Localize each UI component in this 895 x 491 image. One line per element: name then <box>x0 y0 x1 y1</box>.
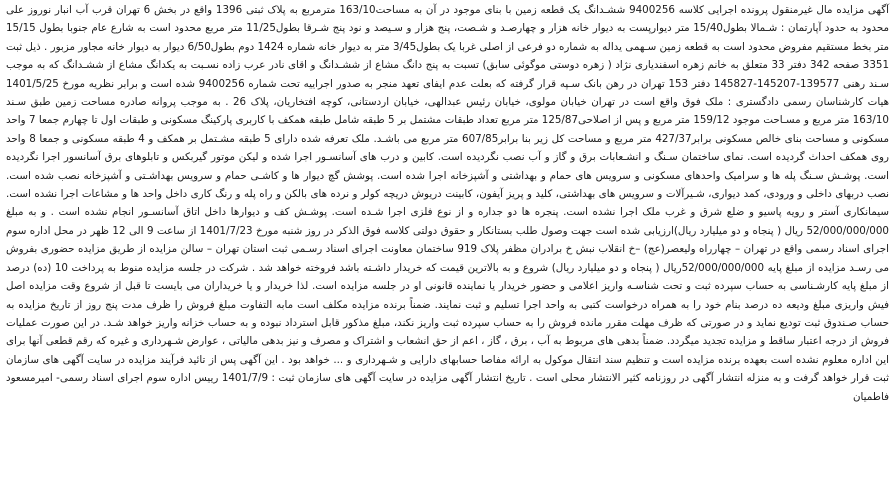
auction-notice-text: آگهی مزایده مال غیرمنقول پرونده اجرایی کلاسه 9400256 ششـدانگ یک قطعه زمین با بنای موجود در آن به مساحت163/10 مترمربع به پلاک ثبتی 1396 واقع در بخش 6 تهران قرب آب انبار نوروز علی محدود به حدود آپارتمان : شـمالا بطول15/40 متر دیوارپست به دیوار خانه هزار و چهارصـد و شـصت، پنج هزار و سـیصد و نود پنج شـرقا بطول11/25 متر مربع محدود است به شارع عام جنوبا بطول 15/15 متر بخط مستقیم مفروض محدود است به قطعه زمین سـهمی یداله به شماره دو فرعی از اصلی غربا یک بطول3/45 متر به دیوار خانه شماره 1424 دوم بطول6/50 دیوار به دیوار خانه مجاور مزبور . ذیل ثبت 3351 صفحه 342 دفتر 33 متعلق به خانم زهره اسفندیاری نژاد ( زهره دوستی موگوئی سابق) تسبت به پنج دانگ مشاع از ششـدانگ و اقای نادر عرب زاده نسـبت به یکدانگ مشاع از ششـدانگ که به موجب سـند رهنی 139577-145207-145827 دفتر 153 تهران در رهن بانک سـپه قرار گرفته که بعلت عدم ایفای تعهد منجر به صدور اجراییه تحت شماره 9400256 شده است و برابر نظریه مورخ 1401/5/25 هیات کارشناسان رسمی دادگستری : ملک فوق واقع است در تهران خیابان مولوی، خیابان رئیس عبدالهی، خیابان اردستانی، کوچه افتخاریان، پلاک 26 . به موجب پروانه صادره مساحت زمین طبق سـند 163/10 متر مربع و مسـاحت موجود 159/12 متر مربع و پس از اصلاحی125/87 متر مربع تعداد طبقات مشتمل بر 5 طبقه شامل طبقه همکف با کاربری پارکینگ مسکونی و طبقات اول تا چهارم جمعا 7 واحد مسکونی و مساحت بنای خالص مسکونی برابر427/37 متر مربع و مساحت کل زیر بنا برابر607/85 متر مربع می باشـد. ملک تعرفه شده دارای 5 طبقه مشـتمل بر همکف و 4 طبقه مسکونی و جمعا 8 واحد روی همکف احداث گردیده است. نمای ساختمان سـنگ و انشـعابات برق و گاز و آب نصب نگردیده است. کابین و درب های آسانسـور اجرا شده و لیکن موتور گیربکس و تابلوهای برق آسانسور اجرا نگردیده است. پوشـش سـنگ پله ها و سرامیک واحدهای مسکونی و سرویس های حمام و بهداشتی و آشپزخانه اجرا شده است. پوشش گچ دیوار ها و کاشـی حمام و سرویس بهداشـتی و آشپزخانه نصب شده است. نصب دربهای داخلی و ورودی، کمد دیواری، شـیرآلات و سرویس های بهداشتی، کلید و پریز آیفون، کابینت دریوش دریچه کولر و نرده های بالکن و راه پله و رنگ کاری داخل واحد ها و مشاعات اجرا نشده است. سیمانکاری آستر و رویه پاسیو و ضلع شرق و غرب ملک اجرا نشده است. پنجره ها دو جداره و از نوع فلزی اجرا شـده است. پوشـش کف و دیوارها داخل اتاق آسانسـور انجام نشده است . و به مبلغ 52/000/000/000 ریال ( پنجاه و دو میلیارد ریال)ارزیابی شده است جهت وصول طلب بستانکار و حقوق دولتی کلاسه فوق الذکر در روز شنبه مورخ 1401/7/23 از ساعت 9 الی 12 ظهر در محل اداره سوم اجرای اسناد رسمی واقع در تهران – چهارراه ولیعصر(عج) –خ انقلاب نبش خ برادران مظفر پلاک 919 ساختمان معاونت اجرای اسناد رسـمی ثبت استان تهران – سالن مزایده از طریق مزایده حضوری بفروش می رسـد مزایده از مبلغ پایه 52/000/000/000ریال ( پنجاه و دو میلیارد ریال) شروع و به بالاترین قیمت که خریدار داشـته باشد فروخته خواهد شد . شرکت در جلسه مزایده منوط به پرداخت 10 (ده) درصد از مبلغ پایه کارشـناسی به حساب سپرده ثبت و تحت شناسـه واریز اعلامی و حضور خریدار یا نماینده قانونی او در جلسه مزایده است. لذا خریدار و یا خریداران می بایست تا قبل از شروع وقت مزایده اصل فیش واریزی مبلغ ودیعه ده درصد بنام خود را به همراه درخواست کتبی به واحد اجرا تسلیم و ثبت نمایند. ضمناً برنده مزایده مکلف است مابه التفاوت مبلغ فروش را ظرف مدت پنج روز از تاریخ مزایده به حساب صـندوق ثبت تودیع نماید و در صورتی که ظرف مهلت مقرر مانده فروش را به حساب سپرده ثبت واریز نکند، مبلغ مذکور قابل استرداد نبوده و به حساب خزانه واریز خواهد شـد. در این صورت عملیات فروش از درجه اعتبار ساقط و مزایده تجدید میگردد. ضمناً بدهی های مربوط به آب ، برق ، گاز ، اعم از حق انشعاب و اشتراک و مصرف و نیز بدهی مالیاتی ، عوارض شـهرداری و غیره که رقم قطعی آنها برای این اداره معلوم نشده است بعهده برنده مزایده است و تنظیم سند انتقال موکول به ارائه مفاصا حسابهای دارایی و شـهرداری و ... خواهد بود . این آگهی پس از تائید فرآیند مزایده در سایت آگهی های سازمان ثبت قرار خواهد گرفت و به منزله انتشار آگهی در روزنامه کثیر الانتشار محلی است . تاریخ انتشار آگهی مزایده در سایت آگهی های سازمان ثبت : 1401/7/9 رییس اداره سوم اجرای اسناد رسمی- امیرمسعود فاطمیان <box>6 4 890 403</box>
